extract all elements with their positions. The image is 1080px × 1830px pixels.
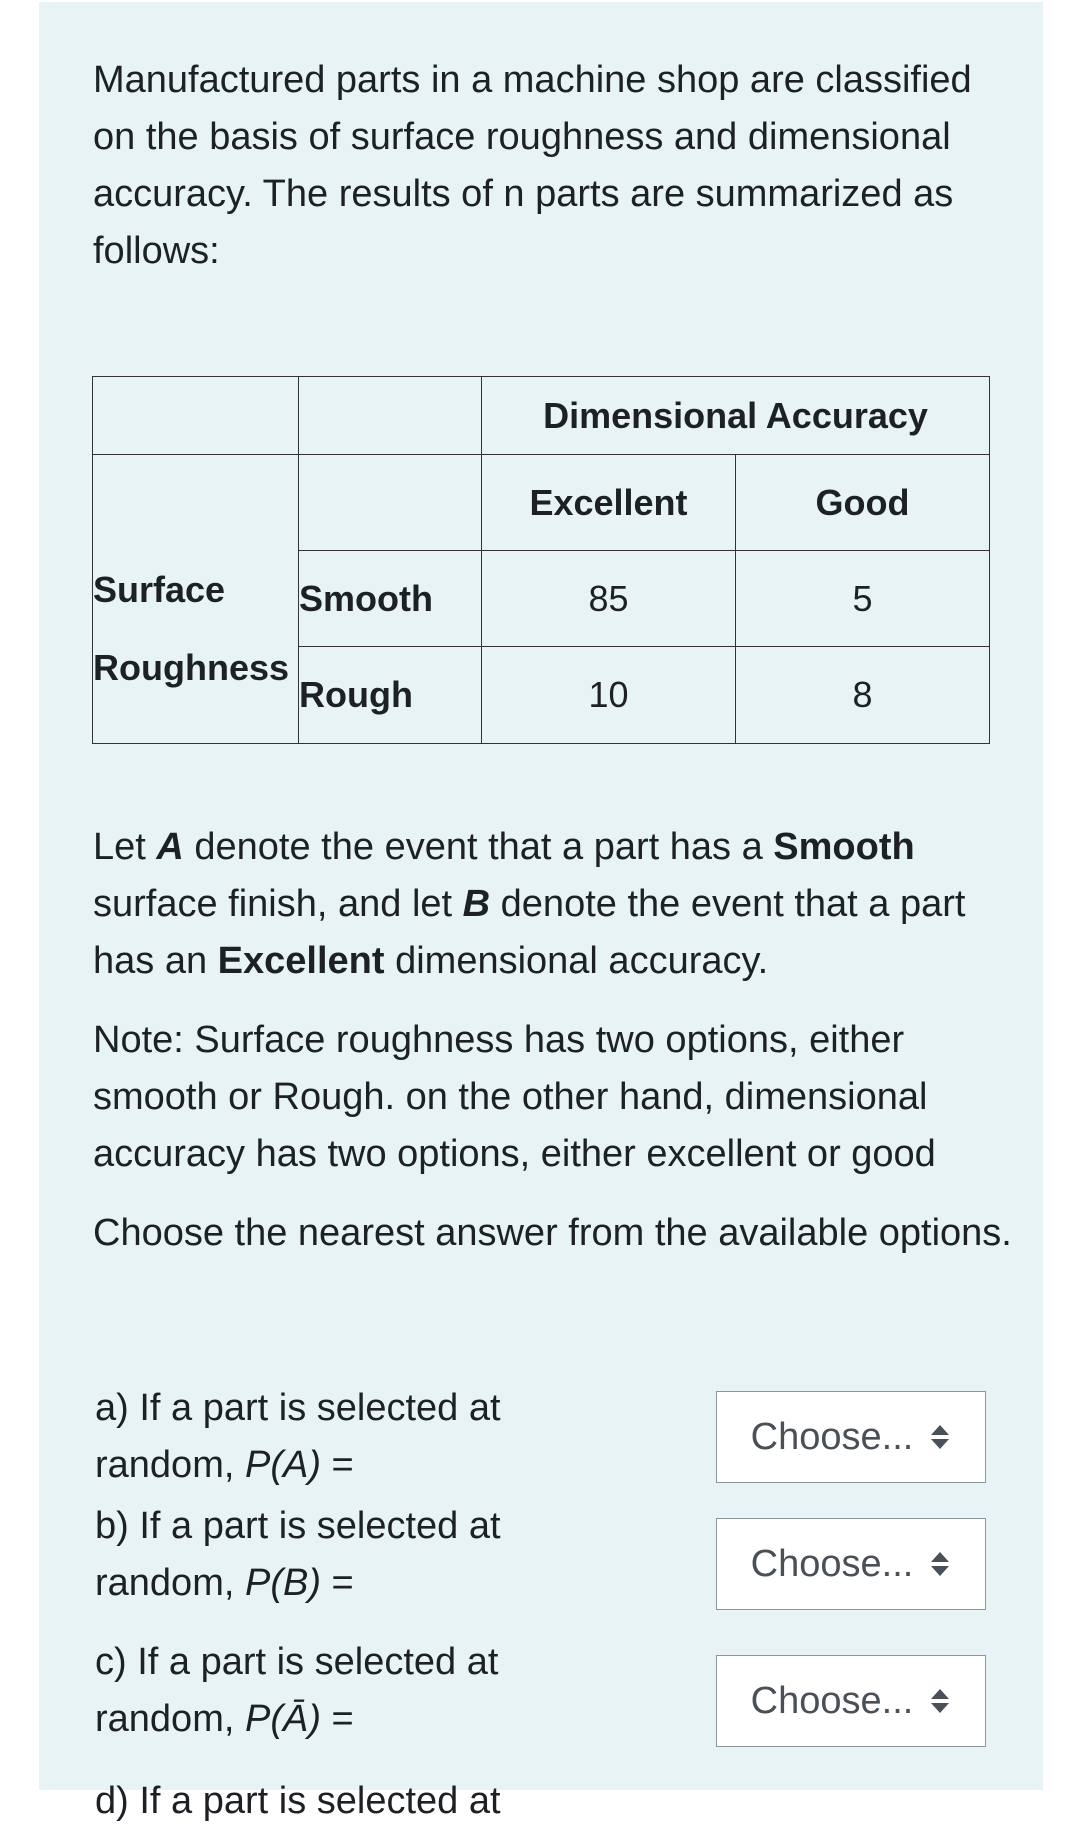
table-cell: 85 bbox=[482, 551, 736, 647]
equals-sign: = bbox=[320, 1562, 354, 1604]
answer-select-a[interactable] bbox=[716, 1391, 986, 1483]
equals-sign: = bbox=[320, 1698, 354, 1740]
question-label: b) If a part is selected at random, bbox=[95, 1505, 501, 1604]
event-b: B bbox=[462, 883, 491, 925]
question-b bbox=[95, 1498, 635, 1612]
row-group-header-line2: Roughness bbox=[93, 647, 290, 688]
note-text: Note: Surface roughness has two options, either smooth or Rough. on the other hand, dimensional accuracy has two options, either excellent or good bbox=[93, 1019, 936, 1175]
question-c bbox=[95, 1634, 635, 1748]
col-header-good: Good bbox=[736, 455, 990, 551]
col-group-header: Dimensional Accuracy bbox=[482, 377, 990, 455]
answer-select-c[interactable] bbox=[716, 1655, 986, 1747]
select-arrows-icon bbox=[929, 1423, 951, 1451]
row-group-header-line1: Surface bbox=[93, 569, 226, 610]
contingency-table bbox=[92, 376, 990, 744]
intro-text: Manufactured parts in a machine shop are classified on the basis of surface roughness and dimensional accuracy. The results of n parts are summarized as follows: bbox=[93, 59, 972, 272]
definition-text bbox=[93, 819, 1013, 990]
definition-part: dimensional accuracy. bbox=[384, 940, 769, 982]
select-value: Choose... bbox=[750, 1542, 914, 1585]
definition-part: denote the event that a part has an bbox=[93, 883, 966, 982]
excellent-emphasis: Excellent bbox=[217, 940, 385, 982]
probability-expression: P(A) bbox=[244, 1444, 321, 1486]
question-a bbox=[95, 1380, 635, 1494]
instruction-text: Choose the nearest answer from the available options. bbox=[93, 1212, 1012, 1254]
question-label: a) If a part is selected at random, bbox=[95, 1387, 501, 1486]
empty-cell bbox=[93, 377, 299, 455]
definition-part: denote the event that a part has a bbox=[183, 826, 774, 868]
answer-select-b[interactable] bbox=[716, 1518, 986, 1610]
event-a: A bbox=[156, 826, 184, 868]
definition-part: surface finish, and let bbox=[93, 883, 463, 925]
empty-cell bbox=[299, 377, 482, 455]
table-cell: 5 bbox=[736, 551, 990, 647]
question-d-partial: d) If a part is selected at bbox=[95, 1780, 501, 1822]
select-value: Choose... bbox=[750, 1679, 914, 1722]
probability-expression: P(B) bbox=[244, 1562, 321, 1604]
select-arrows-icon bbox=[929, 1550, 951, 1578]
row-header-rough: Rough bbox=[299, 647, 482, 744]
select-arrows-icon bbox=[929, 1687, 951, 1715]
smooth-emphasis: Smooth bbox=[773, 826, 915, 868]
col-header-excellent: Excellent bbox=[482, 455, 736, 551]
table-cell: 8 bbox=[736, 647, 990, 744]
row-header-smooth: Smooth bbox=[299, 551, 482, 647]
equals-sign: = bbox=[320, 1444, 354, 1486]
select-value: Choose... bbox=[750, 1415, 914, 1458]
table-cell: 10 bbox=[482, 647, 736, 744]
empty-cell bbox=[299, 455, 482, 551]
definition-part: Let bbox=[93, 826, 157, 868]
probability-expression: P(Ā) bbox=[244, 1698, 321, 1740]
question-label: c) If a part is selected at random, bbox=[95, 1641, 499, 1740]
row-group-header bbox=[93, 455, 299, 744]
